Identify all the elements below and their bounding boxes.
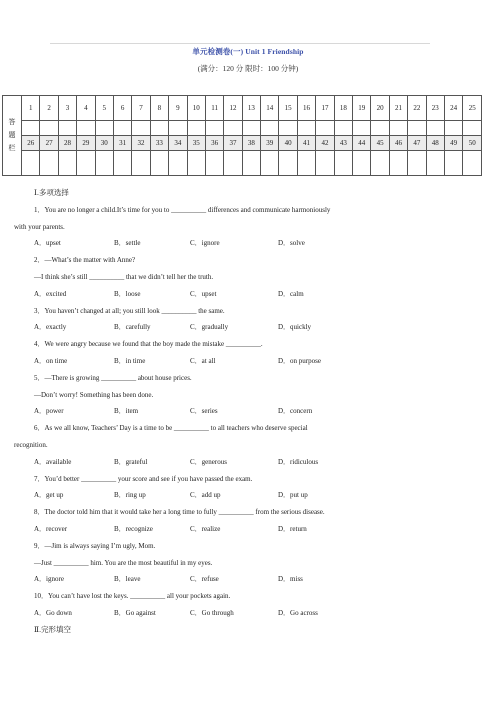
answer-grid-number: 35 — [187, 136, 205, 151]
question-stem: 3．You haven’t changed at all; you still look __________ the same. — [34, 306, 225, 315]
answer-cell[interactable] — [169, 151, 187, 176]
question-stem: 1．You are no longer a child.It’s time for you to __________ differences and communicate harmoniously — [34, 205, 331, 214]
answer-grid-number: 8 — [150, 96, 168, 121]
answer-grid-number: 4 — [77, 96, 95, 121]
answer-option[interactable]: D．on purpose — [278, 357, 321, 365]
answer-option[interactable]: B．settle — [114, 239, 141, 248]
answer-option[interactable]: C．refuse — [190, 575, 219, 584]
answer-cell[interactable] — [113, 121, 131, 136]
answer-option[interactable]: B．loose — [114, 289, 141, 298]
answer-cell[interactable] — [463, 121, 482, 136]
answer-grid-number: 20 — [371, 96, 389, 121]
answer-grid-number: 6 — [113, 96, 131, 121]
answer-cell[interactable] — [187, 121, 205, 136]
answer-grid-number: 45 — [371, 136, 389, 151]
answer-grid-number: 28 — [58, 136, 76, 151]
answer-grid-number: 40 — [279, 136, 297, 151]
answer-option[interactable]: D．miss — [278, 575, 303, 584]
answer-cell[interactable] — [353, 121, 371, 136]
answer-cell[interactable] — [279, 121, 297, 136]
answer-grid-number: 13 — [242, 96, 260, 121]
answer-cell[interactable] — [426, 151, 444, 176]
answer-grid-number: 24 — [444, 96, 462, 121]
question-stem: 6．As we all know, Teachers’ Day is a time to be __________ to all teachers who deserve special — [34, 424, 308, 433]
answer-grid-number: 36 — [205, 136, 223, 151]
answer-grid-number: 31 — [113, 136, 131, 151]
option-row — [34, 239, 444, 249]
answer-grid-number: 11 — [205, 96, 223, 121]
question-stem: with your parents. — [14, 222, 65, 231]
answer-option[interactable]: C．Go through — [190, 609, 234, 617]
answer-cell[interactable] — [150, 151, 168, 176]
answer-cell[interactable] — [132, 121, 150, 136]
question-stem: 7．You’d better __________ your score and see if you have passed the exam. — [34, 474, 253, 483]
answer-cell[interactable] — [242, 121, 260, 136]
question-stem: 9．—Jim is always saying I’m ugly, Mom. — [34, 541, 156, 550]
answer-option[interactable]: B．recognize — [114, 525, 153, 533]
answer-option[interactable]: C．realize — [190, 525, 221, 533]
answer-grid-number: 25 — [463, 96, 482, 121]
answer-option[interactable]: D．calm — [278, 289, 304, 298]
answer-option[interactable]: B．Go against — [114, 609, 156, 617]
answer-grid-number: 23 — [426, 96, 444, 121]
answer-grid-number: 22 — [408, 96, 426, 121]
question-stem: 4．We were angry because we found that the boy made the mistake __________. — [34, 340, 263, 349]
answer-grid-number: 5 — [95, 96, 113, 121]
question-stem: —Don’t worry! Something has been done. — [34, 390, 154, 399]
answer-option[interactable]: C．add up — [190, 491, 221, 500]
answer-grid-number: 17 — [316, 96, 334, 121]
answer-option[interactable]: C．series — [190, 407, 218, 416]
answer-option[interactable]: B．leave — [114, 575, 141, 584]
answer-cell[interactable] — [408, 151, 426, 176]
answer-option[interactable]: B．item — [114, 407, 139, 416]
answer-cell[interactable] — [389, 121, 407, 136]
answer-option[interactable]: B．grateful — [114, 457, 148, 466]
answer-option[interactable]: D．quickly — [278, 323, 312, 332]
option-row — [34, 609, 444, 619]
answer-grid-number: 21 — [389, 96, 407, 121]
section-heading: Ⅰ.多项选择 — [34, 188, 69, 197]
answer-grid-number: 49 — [444, 136, 462, 151]
answer-cell[interactable] — [334, 121, 352, 136]
answer-option[interactable]: A．on time — [34, 357, 68, 365]
answer-option[interactable]: A．Go down — [34, 609, 72, 617]
answer-grid-number: 42 — [316, 136, 334, 151]
answer-cell[interactable] — [316, 121, 334, 136]
question-stem: 8．The doctor told him that it would take her a long time to fully __________ from the serious disease. — [34, 508, 325, 517]
answer-cell[interactable] — [334, 151, 352, 176]
page-subtitle: (满分：120 分 限时：100 分钟) — [197, 64, 299, 73]
answer-cell[interactable] — [242, 151, 260, 176]
answer-option[interactable]: A．recover — [34, 525, 68, 533]
answer-cell[interactable] — [113, 151, 131, 176]
answer-grid-number: 48 — [426, 136, 444, 151]
answer-grid-number: 32 — [132, 136, 150, 151]
section-heading: Ⅱ.完形填空 — [34, 624, 71, 634]
answer-grid-number: 9 — [169, 96, 187, 121]
answer-option[interactable]: A．upset — [34, 239, 61, 248]
question-stem: —Just __________ him. You are the most beautiful in my eyes. — [34, 558, 213, 567]
answer-option[interactable]: D．ridiculous — [278, 457, 319, 466]
answer-cell[interactable] — [205, 121, 223, 136]
answer-grid-number: 38 — [242, 136, 260, 151]
answer-grid-number: 14 — [261, 96, 279, 121]
answer-option[interactable]: A．available — [34, 457, 72, 466]
answer-option[interactable]: C．ignore — [190, 239, 220, 248]
answer-cell[interactable] — [58, 121, 76, 136]
answer-cell[interactable] — [353, 151, 371, 176]
answer-cell[interactable] — [279, 151, 297, 176]
question-stem: 10．You can’t have lost the keys. __________ all your pockets again. — [34, 592, 231, 601]
answer-cell[interactable] — [40, 151, 58, 176]
answer-grid-number: 26 — [22, 136, 40, 151]
answer-cell[interactable] — [444, 151, 462, 176]
answer-grid-number: 3 — [58, 96, 76, 121]
answer-option[interactable]: D．return — [278, 525, 307, 533]
answer-option[interactable]: B．ring up — [114, 491, 146, 500]
answer-grid-number: 7 — [132, 96, 150, 121]
answer-grid-number: 19 — [353, 96, 371, 121]
answer-cell[interactable] — [95, 121, 113, 136]
answer-grid-number: 15 — [279, 96, 297, 121]
page-title: 单元检测卷(一) Unit 1 Friendship — [192, 47, 304, 56]
answer-option[interactable]: A．excited — [34, 289, 67, 298]
answer-grid-number: 10 — [187, 96, 205, 121]
answer-cell[interactable] — [261, 151, 279, 176]
answer-option[interactable]: C．at all — [190, 357, 216, 365]
answer-cell[interactable] — [297, 151, 315, 176]
answer-cell[interactable] — [224, 121, 242, 136]
answer-option[interactable]: D．solve — [278, 239, 305, 248]
answer-cell[interactable] — [187, 151, 205, 176]
answer-cell[interactable] — [316, 151, 334, 176]
answer-cell[interactable] — [58, 151, 76, 176]
answer-option[interactable]: D．concern — [278, 407, 313, 416]
question-stem: —I think she’s still __________ that we didn’t tell her the truth. — [34, 273, 214, 281]
answer-grid-number: 34 — [169, 136, 187, 151]
answer-cell[interactable] — [40, 121, 58, 136]
option-row — [34, 323, 444, 333]
answer-option[interactable]: A．ignore — [34, 575, 64, 584]
answer-option[interactable]: C．generous — [190, 457, 227, 466]
answer-cell[interactable] — [95, 151, 113, 176]
answer-grid-number: 18 — [334, 96, 352, 121]
answer-grid — [2, 95, 482, 176]
answer-option[interactable]: B．carefully — [114, 323, 151, 332]
answer-option[interactable]: A．exactly — [34, 323, 67, 332]
answer-grid-number: 37 — [224, 136, 242, 151]
answer-grid-number: 27 — [40, 136, 58, 151]
option-row — [34, 290, 444, 300]
answer-option[interactable]: C．upset — [190, 289, 217, 298]
answer-grid-number: 2 — [40, 96, 58, 121]
answer-grid-number: 41 — [297, 136, 315, 151]
answer-cell[interactable] — [77, 121, 95, 136]
answer-cell[interactable] — [408, 121, 426, 136]
answer-option[interactable]: A．power — [34, 407, 64, 416]
option-row — [34, 525, 444, 535]
answer-cell[interactable] — [426, 121, 444, 136]
answer-option[interactable]: D．put up — [278, 491, 308, 500]
answer-cell[interactable] — [224, 151, 242, 176]
answer-cell[interactable] — [150, 121, 168, 136]
answer-cell[interactable] — [444, 121, 462, 136]
option-row — [34, 357, 444, 367]
answer-option[interactable]: D．Go across — [278, 609, 318, 617]
answer-cell[interactable] — [463, 151, 482, 176]
answer-grid-number: 29 — [77, 136, 95, 151]
answer-cell[interactable] — [389, 151, 407, 176]
answer-cell[interactable] — [371, 151, 389, 176]
answer-grid-number: 46 — [389, 136, 407, 151]
answer-cell[interactable] — [22, 121, 40, 136]
question-stem: recognition. — [14, 441, 48, 449]
answer-grid-number: 30 — [95, 136, 113, 151]
question-stem: 2．—What’s the matter with Anne? — [34, 256, 136, 265]
answer-cell[interactable] — [297, 121, 315, 136]
answer-grid-number: 16 — [297, 96, 315, 121]
answer-cell[interactable] — [169, 121, 187, 136]
answer-cell[interactable] — [132, 151, 150, 176]
answer-grid-number: 33 — [150, 136, 168, 151]
answer-option[interactable]: B．in time — [114, 357, 146, 365]
question-stem: 5．—There is growing __________ about house prices. — [34, 373, 192, 382]
answer-grid-number: 44 — [353, 136, 371, 151]
answer-option[interactable]: C．gradually — [190, 323, 229, 332]
answer-option[interactable]: A．get up — [34, 491, 64, 500]
answer-grid-number: 1 — [22, 96, 40, 121]
header-rule — [50, 43, 430, 44]
answer-grid-number: 43 — [334, 136, 352, 151]
answer-cell[interactable] — [261, 121, 279, 136]
answer-grid-number: 12 — [224, 96, 242, 121]
answer-cell[interactable] — [22, 151, 40, 176]
option-row — [34, 407, 444, 417]
answer-grid-number: 50 — [463, 136, 482, 151]
option-row — [34, 491, 444, 501]
answer-cell[interactable] — [77, 151, 95, 176]
option-row — [34, 458, 444, 468]
option-row — [34, 575, 444, 585]
answer-cell[interactable] — [205, 151, 223, 176]
answer-cell[interactable] — [371, 121, 389, 136]
answer-grid-side-label: 答 题 栏 — [3, 96, 22, 176]
answer-grid-number: 47 — [408, 136, 426, 151]
answer-grid-number: 39 — [261, 136, 279, 151]
